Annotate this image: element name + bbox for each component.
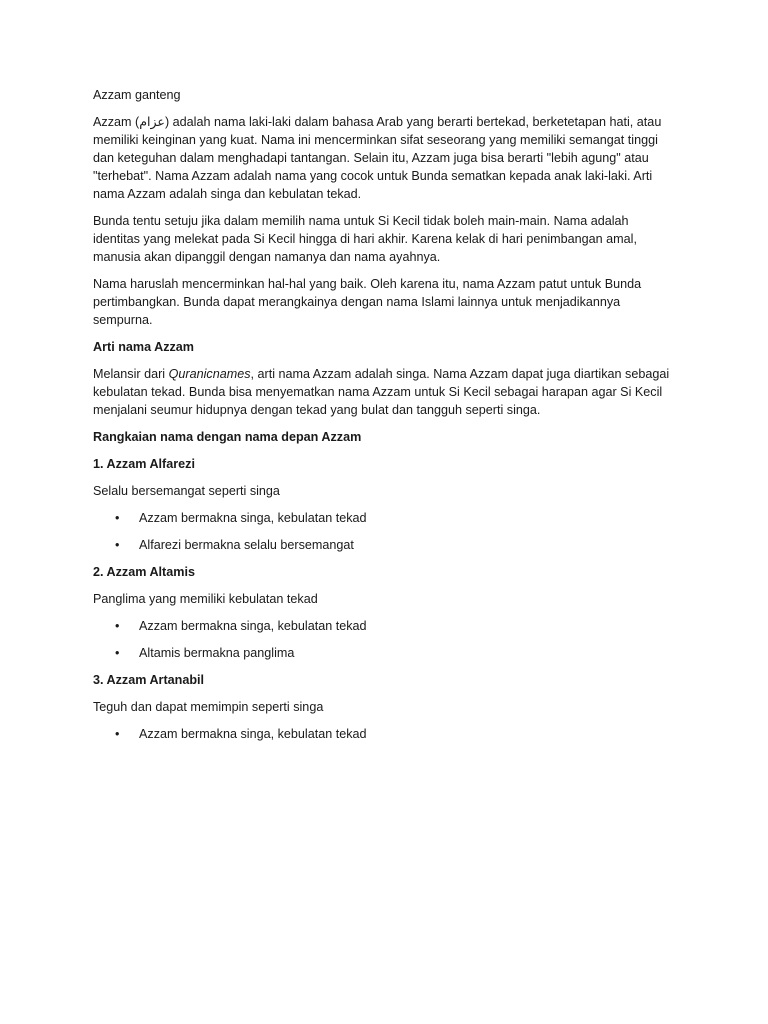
- intro-text-start: Azzam (: [93, 115, 140, 129]
- meaning-paragraph: [93, 365, 678, 419]
- meaning-bullet-list: [93, 509, 678, 554]
- meaning-text-start: Melansir dari: [93, 367, 169, 381]
- list-item-text: Azzam bermakna singa, kebulatan tekad: [139, 619, 367, 633]
- intro-paragraph: [93, 113, 678, 203]
- document-title: Azzam ganteng: [93, 88, 181, 102]
- bullet-icon: •: [115, 511, 120, 525]
- name-combination-heading: 1. Azzam Alfarezi: [93, 457, 195, 471]
- name-combination-description: Panglima yang memiliki kebulatan tekad: [93, 592, 318, 606]
- name-combination-description: Selalu bersemangat seperti singa: [93, 484, 280, 498]
- intro-text-rest: ) adalah nama laki-laki dalam bahasa Arab yang berarti bertekad, berketetapan hati, atau memiliki keinginan yang kuat. Nama ini mencerminkan sifat seseorang yang memiliki semangat tinggi dan keteguhan dalam menghadapi tantangan. Selain itu, Azzam juga bisa berarti "lebih agung" atau "terhebat". Nama Azzam adalah nama yang cocok untuk Bunda sematkan kepada anak laki-laki. Arti nama Azzam adalah singa dan kebulatan tekad.: [93, 115, 662, 201]
- meaning-bullet-list: [93, 725, 678, 743]
- list-item-text: Altamis bermakna panglima: [139, 646, 295, 660]
- section-heading-meaning: Arti nama Azzam: [93, 340, 195, 354]
- list-item: [93, 644, 678, 662]
- list-item-text: Azzam bermakna singa, kebulatan tekad: [139, 727, 367, 741]
- list-item-text: Azzam bermakna singa, kebulatan tekad: [139, 511, 367, 525]
- paragraph-naming-importance: Bunda tentu setuju jika dalam memilih nama untuk Si Kecil tidak boleh main-main. Nama adalah identitas yang melekat pada Si Kecil hingga di hari akhir. Karena kelak di hari penimbangan amal, manusia akan dipanggil dengan namanya dan nama ayahnya.: [93, 214, 637, 264]
- arabic-name: عزام: [139, 114, 165, 129]
- bullet-icon: •: [115, 619, 120, 633]
- list-item: [93, 725, 678, 743]
- list-item-text: Alfarezi bermakna selalu bersemangat: [139, 538, 354, 552]
- name-combination-heading: 3. Azzam Artanabil: [93, 673, 205, 687]
- bullet-icon: •: [115, 646, 120, 660]
- name-combination-heading: 2. Azzam Altamis: [93, 565, 195, 579]
- document-body: [93, 86, 678, 752]
- name-combination-description: Teguh dan dapat memimpin seperti singa: [93, 700, 324, 714]
- section-heading-combinations: Rangkaian nama dengan nama depan Azzam: [93, 430, 362, 444]
- paragraph-recommendation: Nama haruslah mencerminkan hal-hal yang baik. Oleh karena itu, nama Azzam patut untuk Bunda pertimbangkan. Bunda dapat merangkainya dengan nama Islami lainnya untuk menjadikannya sempurna.: [93, 277, 642, 327]
- bullet-icon: •: [115, 538, 120, 552]
- list-item: [93, 509, 678, 527]
- bullet-icon: •: [115, 727, 120, 741]
- source-name: Quranicnames: [168, 367, 251, 381]
- meaning-bullet-list: [93, 617, 678, 662]
- list-item: [93, 536, 678, 554]
- meaning-text-rest: , arti nama Azzam adalah singa. Nama Azzam dapat juga diartikan sebagai kebulatan tekad. Bunda bisa menyematkan nama Azzam untuk Si Kecil sebagai harapan agar Si Kecil menjalani seumur hidupnya dengan tekad yang bulat dan tangguh seperti singa.: [93, 367, 670, 417]
- list-item: [93, 617, 678, 635]
